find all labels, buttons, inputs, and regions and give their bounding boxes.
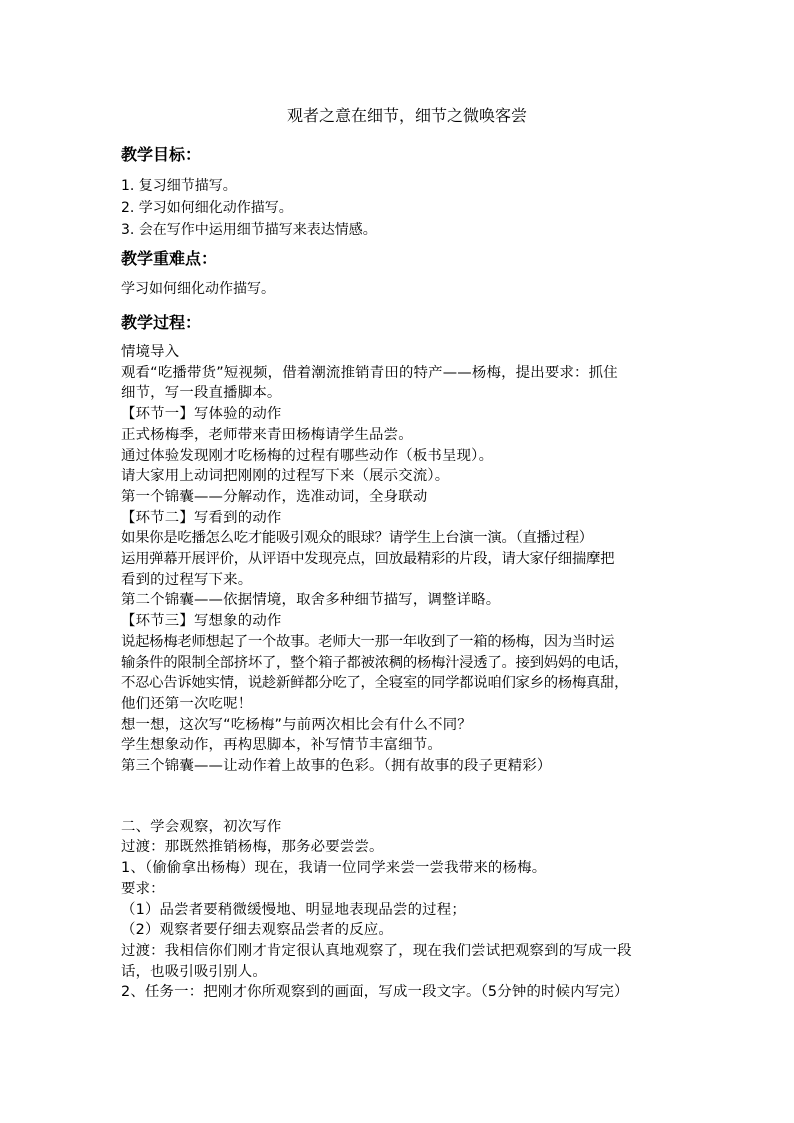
goal-item: 1. 复习细节描写。 (121, 178, 237, 194)
section-two-line: 过渡：那既然推销杨梅，那务必要尝尝。 (121, 839, 384, 856)
goals-heading: 教学目标： (121, 145, 202, 164)
process-line: 第一个锦囊——分解动作，选准动词，全身联动 (121, 488, 428, 505)
process-line: 第三个锦囊——让动作着上故事的色彩。（拥有故事的段子更精彩） (121, 758, 552, 775)
key-points-heading: 教学重难点： (121, 249, 218, 268)
process-line: 情境导入 (121, 344, 180, 360)
process-line: 观看“吃播带货”短视频，借着潮流推销青田的特产——杨梅，提出要求：抓住 (121, 364, 618, 381)
process-line: 第二个锦囊——依据情境，取舍多种细节描写，调整详略。 (121, 592, 501, 609)
document-page (121, 96, 681, 1003)
goal-item: 3. 会在写作中运用细节描写来表达情感。 (121, 222, 377, 238)
process-line: 运用弹幕开展评价，从评语中发现亮点，回放最精彩的片段，请大家仔细揣摩把 (121, 551, 615, 568)
section-two-line: 二、学会观察，初次写作 (121, 818, 282, 835)
section-two-line: （1）品尝者要稍微缓慢地、明显地表现品尝的过程； (121, 901, 466, 918)
process-body (121, 342, 681, 777)
process-line: 如果你是吃播怎么吃才能吸引观众的眼球？请学生上台演一演。（直播过程） (121, 530, 593, 547)
process-line: 通过体验发现刚才吃杨梅的过程有哪些动作（板书呈现）。 (121, 447, 494, 464)
process-line: 请大家用上动词把刚刚的过程写下来（展示交流）。 (121, 468, 450, 485)
process-line: 正式杨梅季，老师带来青田杨梅请学生品尝。 (121, 426, 413, 443)
process-line: 输条件的限制全部挤坏了，整个箱子都被浓稠的杨梅汁浸透了。接到妈妈的电话， (121, 654, 629, 671)
process-line: 他们还第一次吃呢！ (121, 695, 253, 712)
goal-item: 2. 学习如何细化动作描写。 (121, 200, 293, 216)
process-line: 想一想，这次写“吃杨梅”与前两次相比会有什么不同？ (121, 716, 472, 733)
section-two-body (121, 817, 681, 1003)
process-heading: 教学过程： (121, 313, 202, 332)
section-two-line: （2）观察者要仔细去观察品尝者的反应。 (121, 922, 393, 939)
key-points-text: 学习如何细化动作描写。 (121, 281, 275, 297)
section-two-line: 2、任务一：把刚才你所观察到的画面，写成一段文字。（5分钟的时候内写完） (121, 984, 629, 1001)
document-title: 观者之意在细节，细节之微唤客尝 (286, 106, 527, 125)
process-line: 【环节二】写看到的动作 (121, 509, 282, 526)
process-line: 【环节三】写想象的动作 (121, 613, 282, 630)
process-line: 【环节一】写体验的动作 (121, 406, 282, 423)
process-line: 细节，写一段直播脚本。 (121, 385, 282, 402)
process-line: 说起杨梅老师想起了一个故事。老师大一那一年收到了一箱的杨梅，因为当时运 (121, 633, 615, 650)
section-two-line: 话，也吸引吸引别人。 (121, 963, 267, 980)
process-line: 看到的过程写下来。 (121, 571, 253, 588)
section-two-line: 1、（偷偷拿出杨梅）现在，我请一位同学来尝一尝我带来的杨梅。 (121, 860, 547, 877)
section-two-line: 要求： (121, 880, 165, 897)
section-two-line: 过渡：我相信你们刚才肯定很认真地观察了，现在我们尝试把观察到的写成一段 (121, 942, 632, 959)
process-line: 不忍心告诉她实情，说趁新鲜都分吃了，全寝室的同学都说咱们家乡的杨梅真甜， (121, 675, 629, 692)
process-line: 学生想象动作，再构思脚本，补写情节丰富细节。 (121, 737, 442, 754)
goals-list (121, 175, 681, 241)
